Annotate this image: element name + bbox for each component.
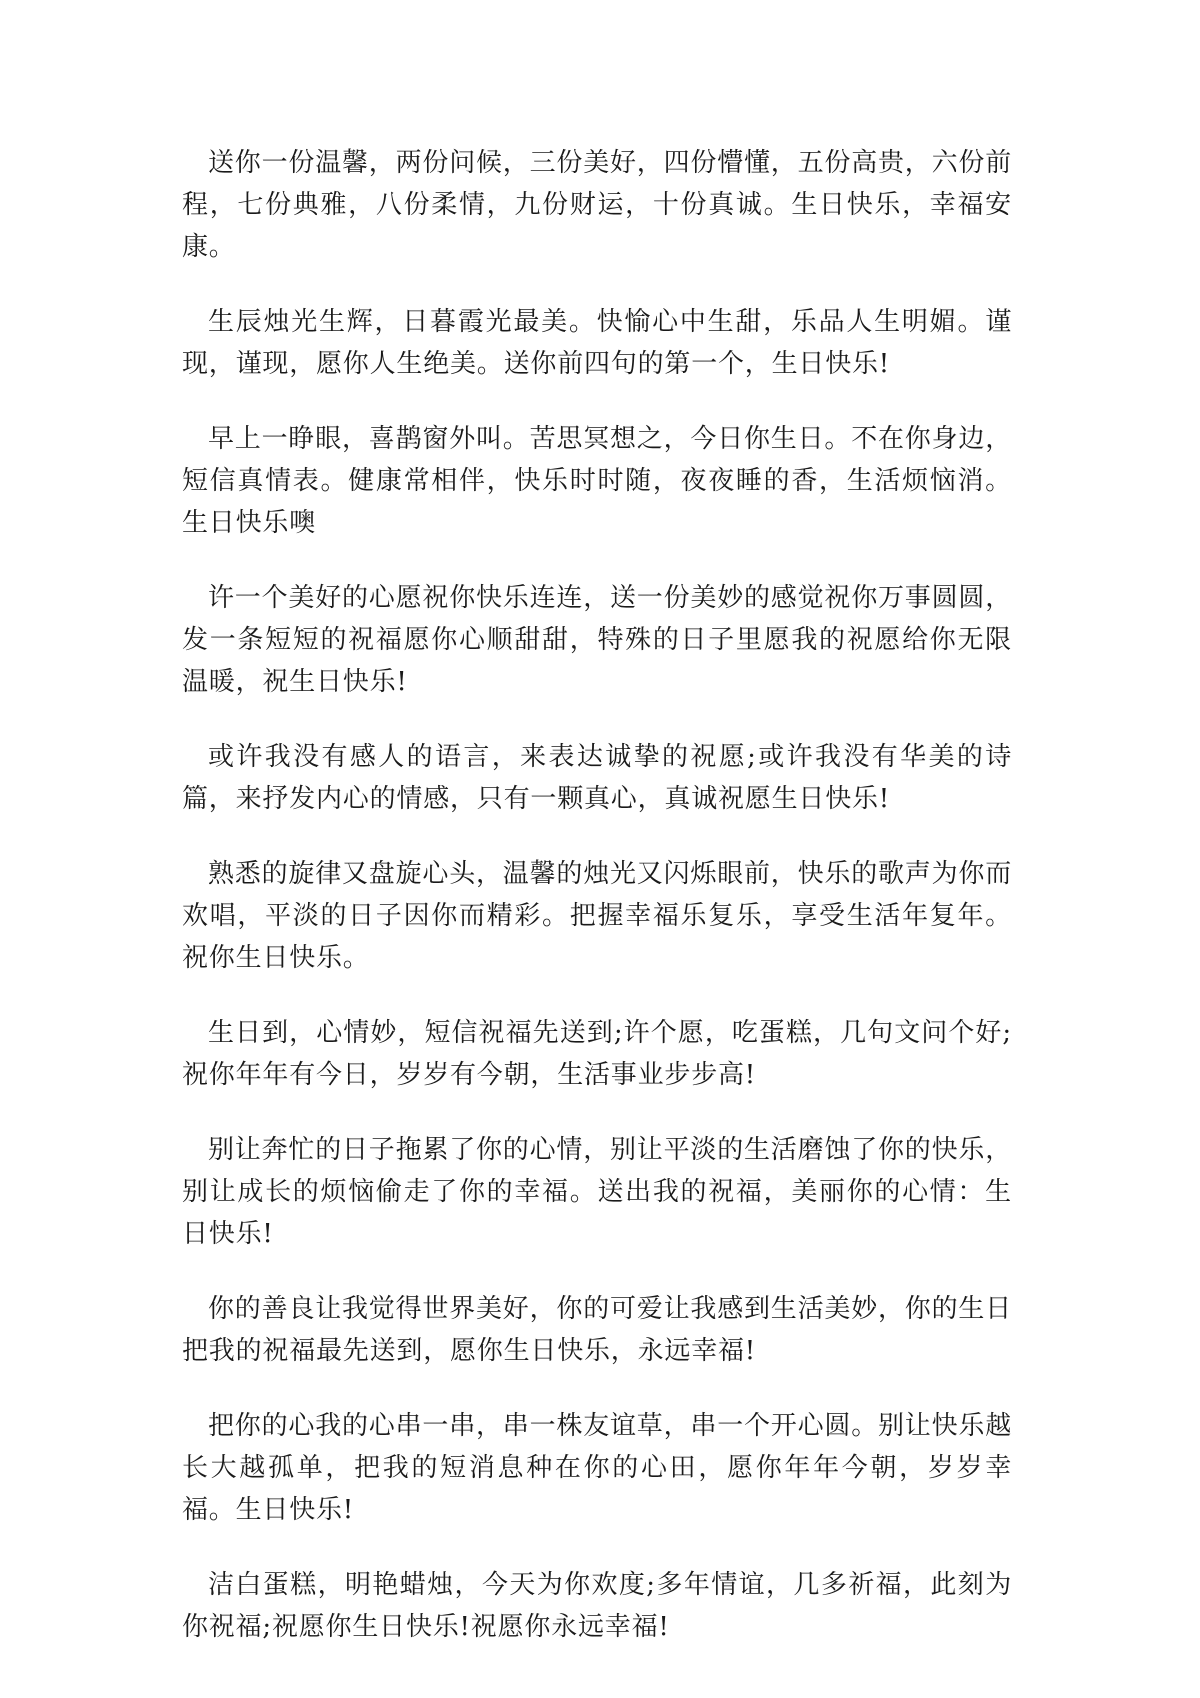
paragraph-7: 生日到，心情妙，短信祝福先送到;许个愿，吃蛋糕，几句文问个好;祝你年年有今日，岁岁有今朝，生活事业步步高! [182, 1018, 1012, 1090]
paragraph-2: 生辰烛光生辉，日暮霞光最美。快愉心中生甜，乐品人生明媚。谨现，谨现，愿你人生绝美。送你前四句的第一个，生日快乐! [182, 307, 1012, 379]
document-body [182, 142, 1012, 1681]
paragraph-1: 送你一份温馨，两份问候，三份美好，四份懵懂，五份高贵，六份前程，七份典雅，八份柔情，九份财运，十份真诚。生日快乐，幸福安康。 [182, 148, 1013, 262]
paragraph-11: 洁白蛋糕，明艳蜡烛，今天为你欢度;多年情谊，几多祈福，此刻为你祝福;祝愿你生日快乐!祝愿你永远幸福! [182, 1570, 1012, 1642]
paragraph-3: 早上一睁眼，喜鹊窗外叫。苦思冥想之，今日你生日。不在你身边，短信真情表。健康常相伴，快乐时时随，夜夜睡的香，生活烦恼消。生日快乐噢 [182, 424, 1013, 538]
paragraph-4: 许一个美好的心愿祝你快乐连连，送一份美妙的感觉祝你万事圆圆，发一条短短的祝福愿你心顺甜甜，特殊的日子里愿我的祝愿给你无限温暖，祝生日快乐! [182, 583, 1013, 697]
paragraph-8: 别让奔忙的日子拖累了你的心情，别让平淡的生活磨蚀了你的快乐，别让成长的烦恼偷走了你的幸福。送出我的祝福，美丽你的心情：生日快乐! [182, 1135, 1013, 1249]
paragraph-9: 你的善良让我觉得世界美好，你的可爱让我感到生活美妙，你的生日把我的祝福最先送到，愿你生日快乐，永远幸福! [182, 1294, 1013, 1366]
paragraph-6: 熟悉的旋律又盘旋心头，温馨的烛光又闪烁眼前，快乐的歌声为你而欢唱，平淡的日子因你而精彩。把握幸福乐复乐，享受生活年复年。祝你生日快乐。 [182, 859, 1013, 973]
paragraph-10: 把你的心我的心串一串，串一株友谊草，串一个开心圆。别让快乐越长大越孤单，把我的短消息种在你的心田，愿你年年今朝，岁岁幸福。生日快乐! [182, 1411, 1013, 1525]
paragraph-5: 或许我没有感人的语言，来表达诚挚的祝愿;或许我没有华美的诗篇，来抒发内心的情感，只有一颗真心，真诚祝愿生日快乐! [182, 742, 1012, 814]
